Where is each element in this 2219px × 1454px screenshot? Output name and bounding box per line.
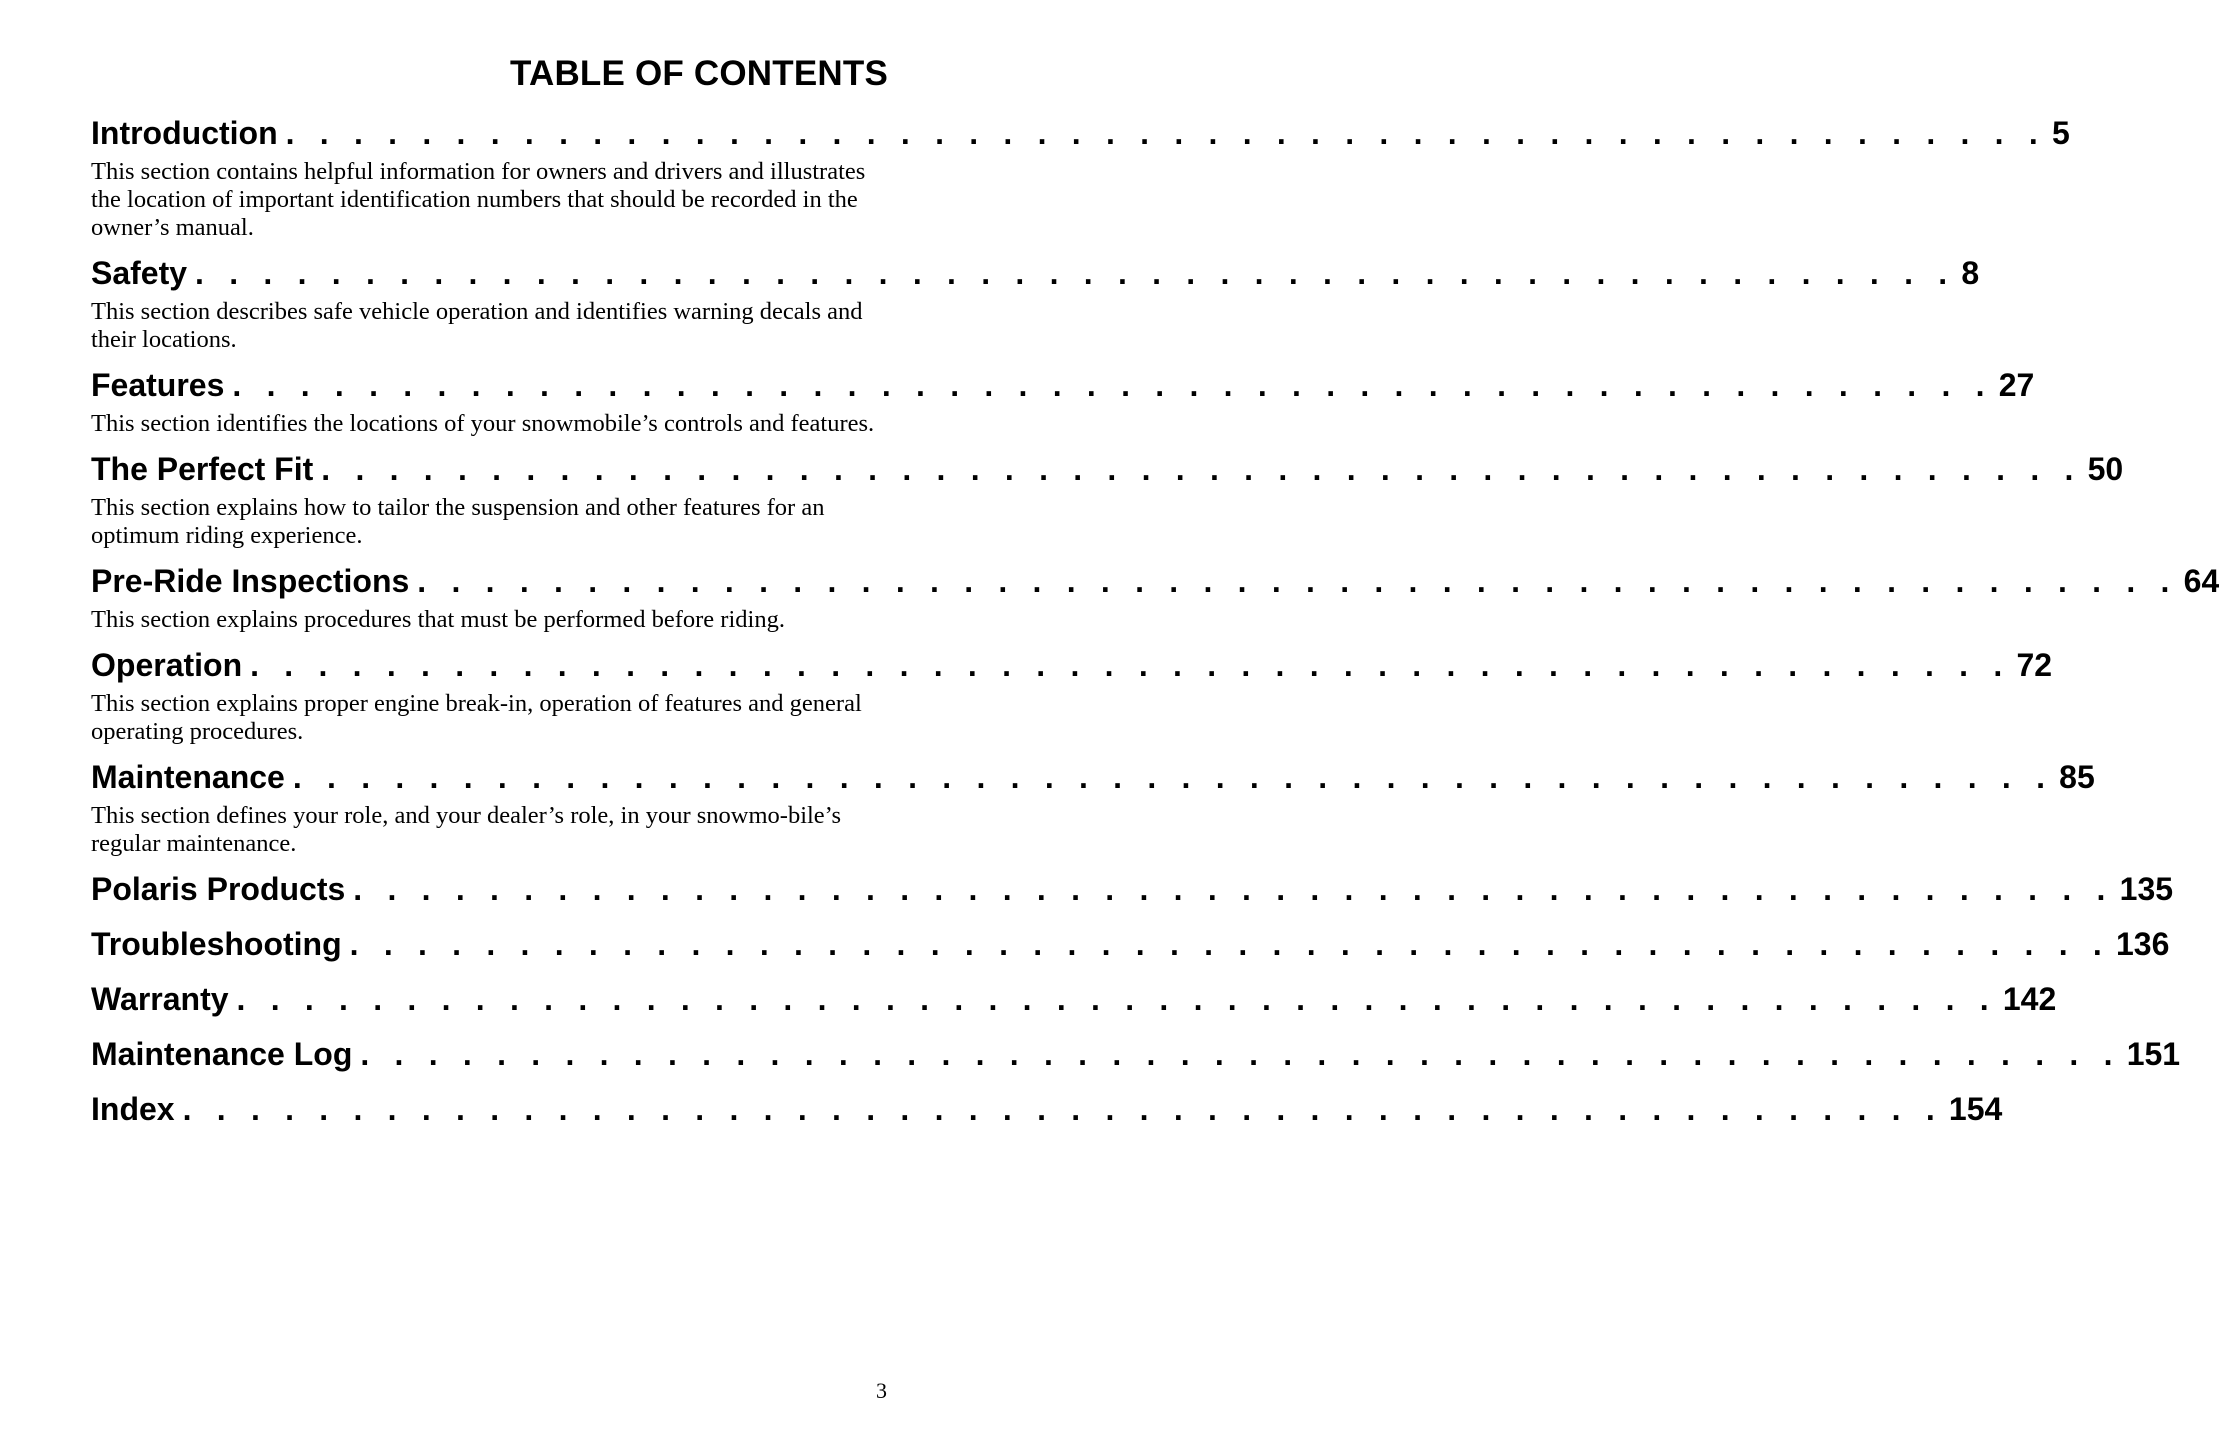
toc-page [91, 52, 2219, 1144]
toc-page-number: 136 [2115, 926, 2170, 962]
toc-leader-dots: . . . . . . . . . . . . . . . . . . . . . . . . . . . . . . . . . . . . . . . . . . . . . . . . . . . . [360, 1036, 2121, 1072]
toc-page-number: 50 [2087, 451, 2124, 487]
toc-leader-dots: . . . . . . . . . . . . . . . . . . . . . . . . . . . . . . . . . . . . . . . . . . . . . . . . . . . . [349, 926, 2110, 962]
toc-entry-polaris-products [91, 869, 2174, 909]
toc-line[interactable] [91, 365, 2035, 405]
toc-page-number: 142 [2002, 981, 2057, 1017]
toc-description: This section describes safe vehicle operation and identifies warning decals and their locations. [91, 298, 863, 353]
toc-entry-features [91, 365, 2035, 438]
toc-leader-dots: . . . . . . . . . . . . . . . . . . . . . . . . . . . . . . . . . . . . . . . . . . . . . . . . . . . . [292, 759, 2054, 795]
toc-entry-maintenance [91, 757, 2095, 858]
toc-page-number: 72 [2016, 647, 2053, 683]
toc-entry-safety [91, 253, 1980, 354]
toc-leader-dots: . . . . . . . . . . . . . . . . . . . . . . . . . . . . . . . . . . . . . . . . . . . . . . . . . . . . [182, 1091, 1943, 1127]
toc-heading: Maintenance Log [91, 1036, 353, 1072]
toc-heading: Features [91, 367, 225, 403]
toc-entry-warranty [91, 979, 2057, 1019]
toc-line[interactable] [91, 645, 2053, 685]
toc-leader-dots: . . . . . . . . . . . . . . . . . . . . . . . . . . . . . . . . . . . . . . . . . . . . . . . . . . . . [195, 255, 1956, 291]
toc-entry-pre-ride-inspections [91, 561, 2219, 634]
toc-heading: Introduction [91, 115, 278, 151]
toc-heading: Index [91, 1091, 175, 1127]
toc-description: This section identifies the locations of your snowmobile’s controls and features. [91, 410, 875, 437]
toc-heading: Troubleshooting [91, 926, 342, 962]
toc-page-number: 85 [2059, 759, 2095, 795]
toc-description: This section explains how to tailor the suspension and other features for an optimum riding experience. [91, 494, 825, 549]
page-number: 3 [876, 1378, 887, 1403]
toc-entry-maintenance-log [91, 1034, 2181, 1074]
toc-page-number: 27 [1998, 367, 2035, 403]
toc-description: This section defines your role, and your dealer’s role, in your snowmo-bile’s regular maintenance. [91, 802, 842, 857]
toc-leader-dots: . . . . . . . . . . . . . . . . . . . . . . . . . . . . . . . . . . . . . . . . . . . . . . . . . . . . [353, 871, 2114, 907]
toc-line[interactable] [91, 757, 2095, 797]
toc-line[interactable] [91, 1034, 2181, 1074]
toc-line[interactable] [91, 113, 2070, 153]
toc-heading: Operation [91, 647, 243, 683]
toc-heading: Safety [91, 255, 188, 291]
toc-entry-troubleshooting [91, 924, 2170, 964]
toc-leader-dots: . . . . . . . . . . . . . . . . . . . . . . . . . . . . . . . . . . . . . . . . . . . . . . . . . . . . [232, 367, 1993, 403]
toc-heading: Pre-Ride Inspections [91, 563, 410, 599]
toc-entry-index [91, 1089, 2003, 1129]
toc-page-number: 151 [2126, 1036, 2181, 1072]
page-title: TABLE OF CONTENTS [509, 54, 888, 93]
toc-page-number: 8 [1961, 255, 1980, 291]
toc-heading: The Perfect Fit [91, 451, 314, 487]
toc-description: This section explains proper engine break-in, operation of features and general operating procedures. [91, 690, 862, 745]
toc-line[interactable] [91, 924, 2170, 964]
toc-line[interactable] [91, 869, 2174, 909]
toc-line[interactable] [91, 253, 1980, 293]
toc-leader-dots: . . . . . . . . . . . . . . . . . . . . . . . . . . . . . . . . . . . . . . . . . . . . . . . . . . . . [285, 115, 2046, 151]
toc-leader-dots: . . . . . . . . . . . . . . . . . . . . . . . . . . . . . . . . . . . . . . . . . . . . . . . . . . . . [321, 451, 2082, 487]
toc-leader-dots: . . . . . . . . . . . . . . . . . . . . . . . . . . . . . . . . . . . . . . . . . . . . . . . . . . . . [250, 647, 2011, 683]
toc-page-number: 154 [1948, 1091, 2003, 1127]
toc-description: This section explains procedures that must be performed before riding. [91, 606, 785, 633]
toc-line[interactable] [91, 1089, 2003, 1129]
toc-heading: Polaris Products [91, 871, 346, 907]
toc-leader-dots: . . . . . . . . . . . . . . . . . . . . . . . . . . . . . . . . . . . . . . . . . . . . . . . . . . . . [417, 563, 2178, 599]
toc-heading: Warranty [91, 981, 229, 1017]
toc-page-number: 64 [2183, 563, 2219, 599]
toc-line[interactable] [91, 561, 2219, 601]
toc-leader-dots: . . . . . . . . . . . . . . . . . . . . . . . . . . . . . . . . . . . . . . . . . . . . . . . . . . . . [236, 981, 1997, 1017]
toc-entry-the-perfect-fit [91, 449, 2124, 550]
toc-page-number: 5 [2051, 115, 2070, 151]
toc-entry-introduction [91, 113, 2070, 242]
toc-line[interactable] [91, 449, 2124, 489]
toc-description: This section contains helpful information for owners and drivers and illustrates the location of important identification numbers that should be recorded in the owner’s manual. [91, 158, 866, 241]
toc-line[interactable] [91, 979, 2057, 1019]
toc-entry-operation [91, 645, 2053, 746]
toc-heading: Maintenance [91, 759, 285, 795]
toc-page-number: 135 [2119, 871, 2174, 907]
